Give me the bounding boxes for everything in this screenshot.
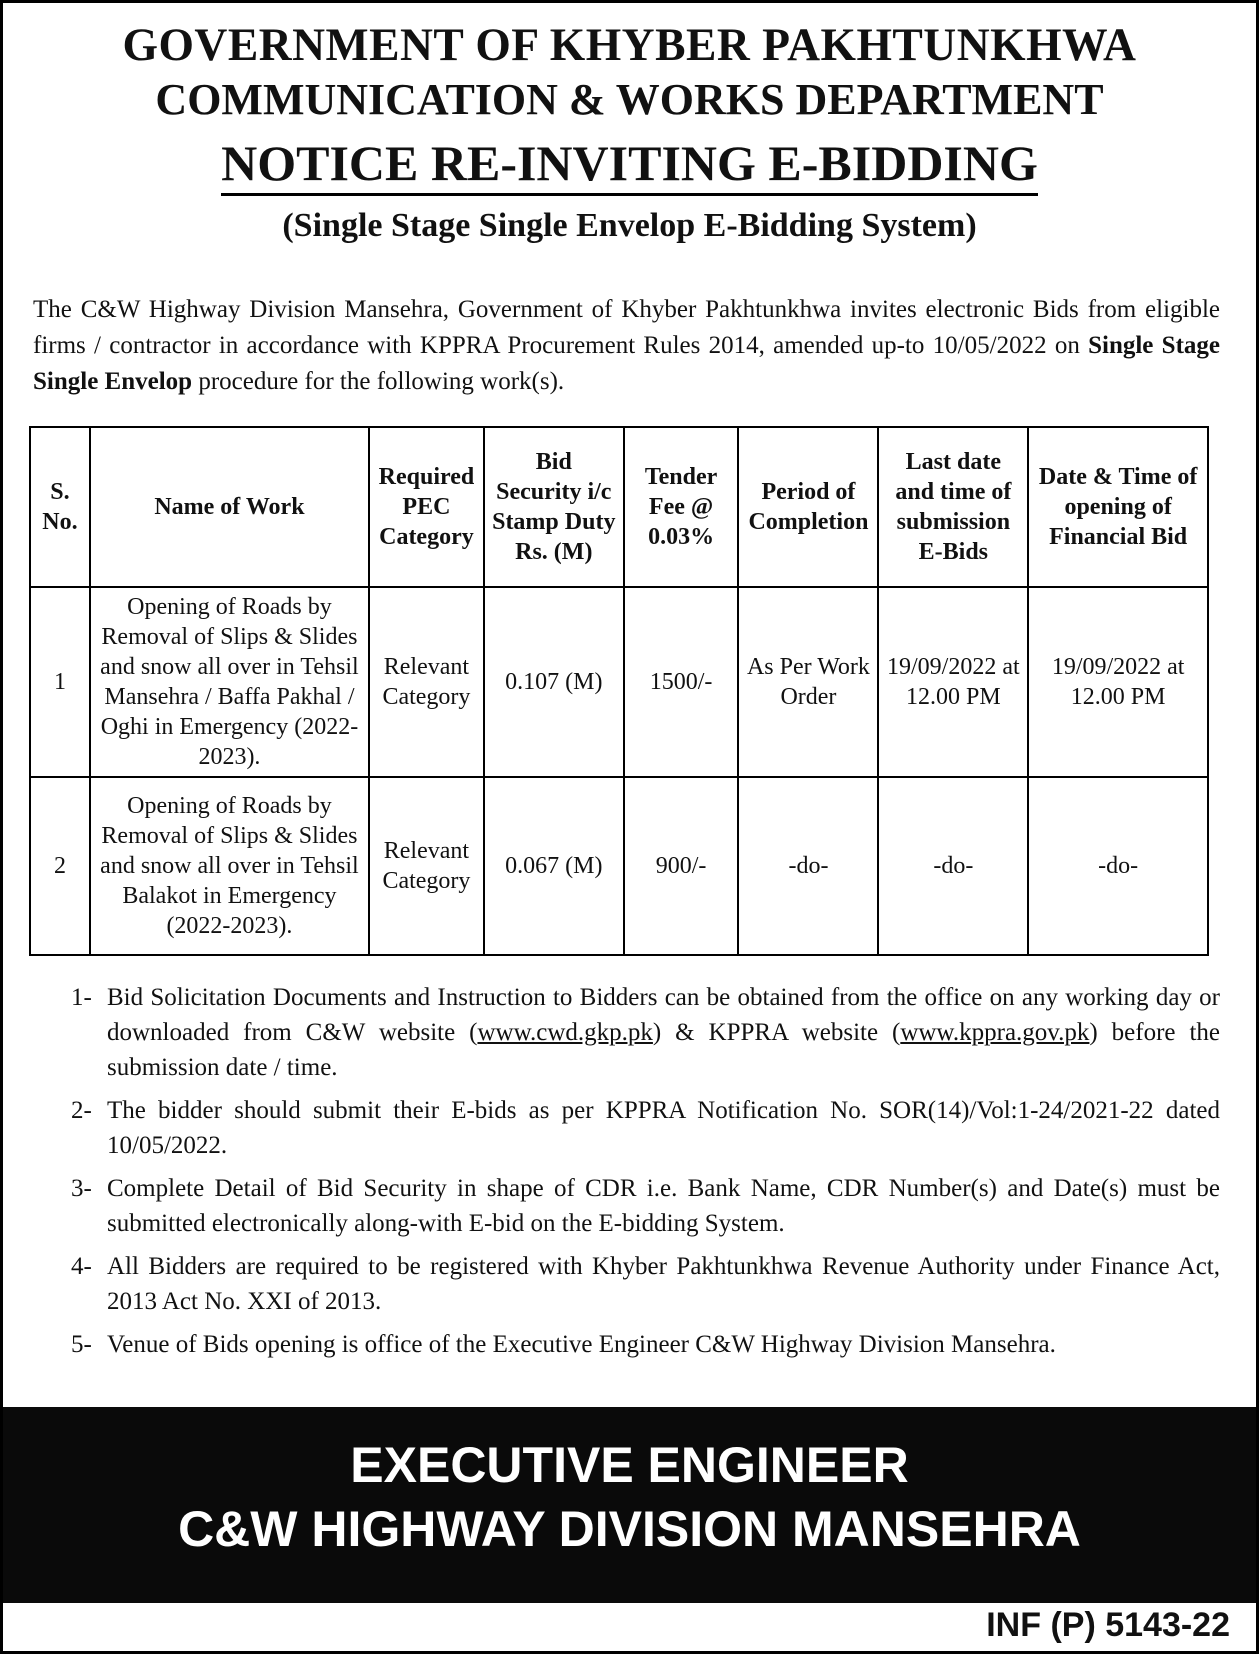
intro-text-before: The C&W Highway Division Mansehra, Government of Khyber Pakhtunkhwa invites electronic Bids from eligible firms / contractor in accordance with KPPRA Procurement Rules 2014, amended up-to 10/05/2022 on [33, 296, 1220, 359]
cell-work: Opening of Roads by Removal of Slips & Slides and snow all over in Tehsil Mansehra / Baffa Pakhal / Oghi in Emergency (2022-2023). [90, 587, 369, 777]
note-text [107, 980, 1220, 1085]
intro-text-after: procedure for the following work(s). [192, 368, 565, 395]
note-number: 1- [71, 984, 92, 1011]
government-heading: GOVERNMENT OF KHYBER PAKHTUNKHWA [122, 19, 1137, 71]
cell-last-date: 19/09/2022 at 12.00 PM [878, 587, 1028, 777]
notice-title: NOTICE RE-INVITING E-BIDDING [221, 133, 1038, 196]
note-text-part: ) before the submission date / time. [107, 1019, 1220, 1081]
cwd-website-link[interactable]: www.cwd.gkp.pk [477, 1019, 653, 1046]
intro-bold-text: Single Stage Single Envelop [33, 332, 1220, 395]
header-pec-category: Required PEC Category [369, 427, 484, 587]
table-row [30, 587, 1208, 777]
note-number: 3- [71, 1175, 92, 1202]
note-item [71, 1327, 1220, 1362]
header-period: Period of Completion [738, 427, 878, 587]
department-heading: COMMUNICATION & WORKS DEPARTMENT [155, 75, 1104, 124]
intro-paragraph [33, 292, 1220, 400]
cell-work: Opening of Roads by Removal of Slips & Slides and snow all over in Tehsil Balakot in Emergency (2022-2023). [90, 777, 369, 955]
note-text: The bidder should submit their E-bids as per KPPRA Notification No. SOR(14)/Vol:1-24/2021-22 dated 10/05/2022. [107, 1097, 1220, 1159]
note-item [71, 1093, 1220, 1163]
note-item [71, 1249, 1220, 1319]
cell-sno: 1 [30, 587, 90, 777]
works-table [29, 426, 1209, 956]
note-number: 2- [71, 1097, 92, 1124]
header-tender-fee: Tender Fee @ 0.03% [624, 427, 739, 587]
note-text-part: ) & KPPRA website ( [652, 1019, 901, 1046]
cell-category: Relevant Category [369, 587, 484, 777]
header-bid-security: Bid Security i/c Stamp Duty Rs. (M) [484, 427, 624, 587]
notice-subtitle: (Single Stage Single Envelop E-Bidding System) [282, 207, 977, 244]
cell-fee: 1500/- [624, 587, 739, 777]
cell-last-date: -do- [878, 777, 1028, 955]
signatory-title: EXECUTIVE ENGINEER [350, 1437, 909, 1493]
cell-opening: -do- [1028, 777, 1208, 955]
header [3, 3, 1256, 248]
note-text: Complete Detail of Bid Security in shape of CDR i.e. Bank Name, CDR Number(s) and Date(s) must be submitted electronically along-with E-bid on the E-bidding System. [107, 1175, 1220, 1237]
notes-list [71, 980, 1220, 1362]
cell-security: 0.107 (M) [484, 587, 624, 777]
signature-banner [3, 1407, 1256, 1603]
cell-security: 0.067 (M) [484, 777, 624, 955]
signatory-office: C&W HIGHWAY DIVISION MANSEHRA [178, 1501, 1081, 1557]
cell-opening: 19/09/2022 at 12.00 PM [1028, 587, 1208, 777]
note-text: All Bidders are required to be registered with Khyber Pakhtunkhwa Revenue Authority under Finance Act, 2013 Act No. XXI of 2013. [107, 1253, 1220, 1315]
cell-sno: 2 [30, 777, 90, 955]
header-sno: S. No. [30, 427, 90, 587]
header-opening-date: Date & Time of opening of Financial Bid [1028, 427, 1208, 587]
note-item [71, 1171, 1220, 1241]
note-number: 4- [71, 1253, 92, 1280]
cell-category: Relevant Category [369, 777, 484, 955]
inf-number: INF (P) 5143-22 [986, 1606, 1230, 1644]
note-text-part: Bid Solicitation Documents and Instruction to Bidders can be obtained from the office on any working day or downloaded from C&W website ( [107, 984, 1220, 1046]
table-header-row [30, 427, 1208, 587]
table-row [30, 777, 1208, 955]
header-last-date: Last date and time of submission E-Bids [878, 427, 1028, 587]
kppra-website-link[interactable]: www.kppra.gov.pk [900, 1019, 1090, 1046]
note-text: Venue of Bids opening is office of the Executive Engineer C&W Highway Division Mansehra. [107, 1331, 1056, 1358]
cell-fee: 900/- [624, 777, 739, 955]
note-number: 5- [71, 1331, 92, 1358]
cell-period: As Per Work Order [738, 587, 878, 777]
note-item [71, 980, 1220, 1085]
header-name-of-work: Name of Work [90, 427, 369, 587]
cell-period: -do- [738, 777, 878, 955]
